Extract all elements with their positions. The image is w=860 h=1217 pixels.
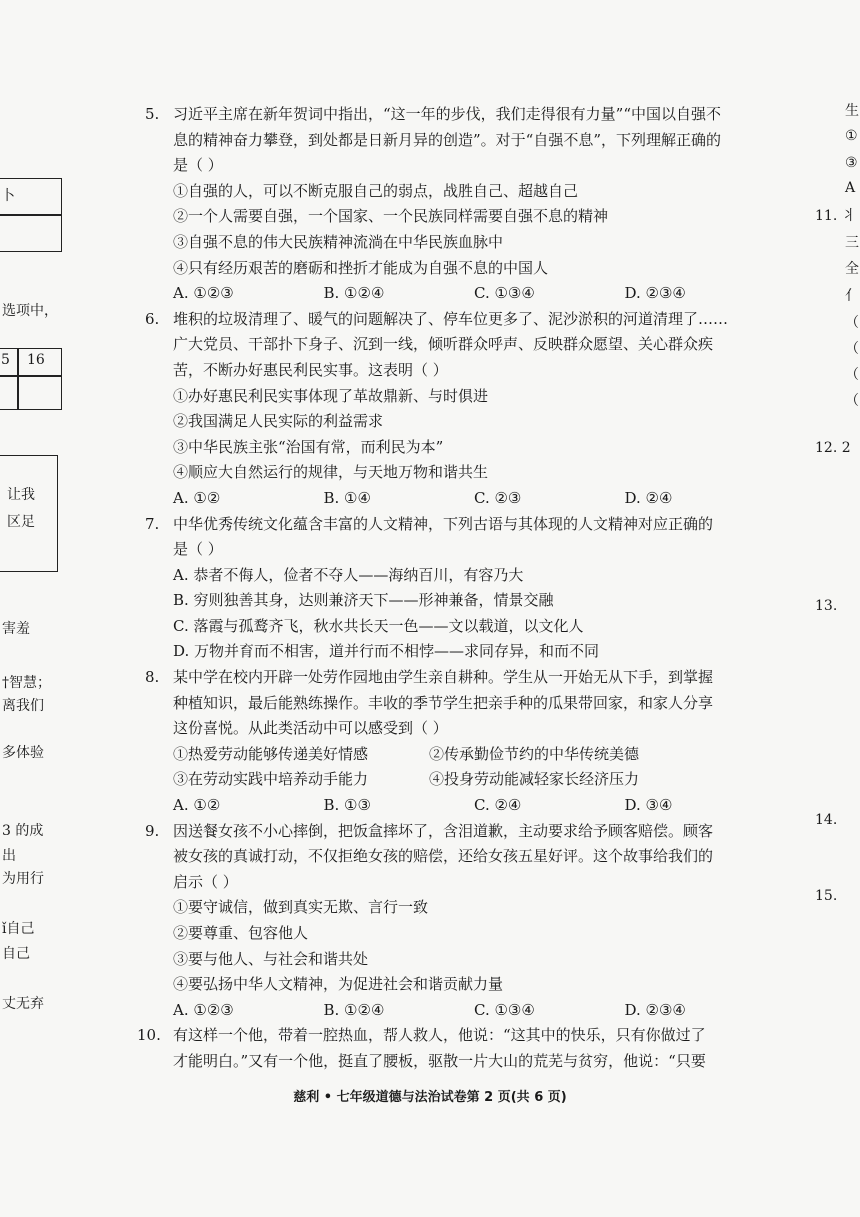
fragment-text: 丈无弃 [2, 996, 44, 1012]
questions-column [137, 102, 775, 1075]
statement: ②传承勤俭节约的中华传统美德 [429, 744, 640, 763]
fragment-text: 11. 丬 [815, 208, 856, 224]
fragment-text: （ [845, 315, 859, 331]
fragment-text: 离我们 [2, 698, 44, 714]
fragment-text: 亻 [845, 288, 859, 304]
option-d: D. ③④ [624, 796, 673, 815]
fragment-text: 自己 [2, 946, 30, 962]
page-footer: 慈利 • 七年级道德与法治试卷第 2 页(共 6 页) [293, 1090, 567, 1105]
question-number: 5. [145, 105, 160, 123]
statement-row [173, 742, 775, 768]
fragment-text: （ [845, 341, 859, 357]
option-c: C. ②③ [474, 488, 522, 507]
option-a: A. ①② [173, 488, 221, 507]
answer-options [173, 998, 775, 1024]
question-stem: 启示（ ） [173, 872, 238, 891]
question-stem: 被女孩的真诚打动，不仅拒绝女孩的赔偿，还给女孩五星好评。这个故事给我们的 [173, 847, 714, 866]
fragment-text: 14. [815, 812, 838, 828]
statement-row [173, 767, 775, 793]
fragment-text: 多体验 [2, 745, 44, 761]
question-stem: 息的精神奋力攀登，到处都是日新月异的创造”。对于“自强不息”，下列理解正确的 [173, 130, 722, 149]
statement: ②一个人需要自强，一个国家、一个民族同样需要自强不息的精神 [173, 207, 609, 226]
fragment-text: 12. 2 [815, 440, 851, 456]
statement: ④要弘扬中华人文精神，为促进社会和谐贡献力量 [173, 975, 504, 994]
option-b: B. 穷则独善其身，达则兼济天下——形神兼备，情景交融 [173, 591, 554, 610]
option-d: D. ②③④ [624, 1000, 686, 1019]
question-stem: 因送餐女孩不小心摔倒，把饭盒摔坏了，含泪道歉，主动要求给予顾客赔偿。顾客 [173, 821, 714, 840]
option-a: A. ①②③ [173, 284, 234, 303]
grid-cell: 5 [1, 352, 10, 368]
option-c: C. 落霞与孤鹜齐飞，秋水共长天一色——文以载道，以文化人 [173, 616, 584, 635]
option-d: D. 万物并育而不相害，道并行而不相悖——求同存异，和而不同 [173, 642, 600, 661]
statement: ④顺应大自然运行的规律，与天地万物和谐共生 [173, 463, 489, 482]
score-box-top [0, 178, 62, 252]
answer-options [173, 486, 775, 512]
grid-cell: 16 [27, 352, 45, 368]
statement: ①要守诚信，做到真实无欺、言行一致 [173, 898, 429, 917]
option-a: A. ①② [173, 796, 221, 815]
question-stem: 种植知识，最后能熟练操作。丰收的季节学生把亲手种的瓜果带回家，和家人分享 [173, 693, 714, 712]
question-stem: 广大党员、干部扑下身子、沉到一线，倾听群众呼声、反映群众愿望、关心群众疾 [173, 335, 714, 354]
option-d: D. ②③④ [624, 284, 686, 303]
option-b: B. ①②④ [323, 284, 385, 303]
fragment-text: 选项中， [2, 303, 58, 319]
fragment-text: ③ [845, 155, 858, 171]
statement: ③自强不息的伟大民族精神流淌在中华民族血脉中 [173, 232, 504, 251]
answer-options [173, 281, 775, 307]
fragment-text: 15. [815, 888, 838, 904]
fragment-text: 三 [845, 235, 859, 251]
fragment-text: 卜 [1, 188, 15, 204]
question-number: 9. [145, 821, 160, 840]
answer-options [173, 793, 775, 819]
fragment-text: A [845, 180, 856, 196]
statement: ①自强的人，可以不断克服自己的弱点，战胜自己、超越自己 [173, 181, 579, 200]
question-number: 7. [145, 514, 160, 533]
question-stem: 习近平主席在新年贺词中指出，“这一年的步伐，我们走得很有力量”“中国以自强不 [173, 105, 722, 123]
question-stem: 苦，不断办好惠民利民实事。这表明（ ） [173, 360, 448, 379]
statement: ③要与他人、与社会和谐共处 [173, 949, 369, 968]
option-c: C. ②④ [474, 796, 522, 815]
statement: ③中华民族主张“治国有常，而利民为本” [173, 437, 444, 456]
option-c: C. ①③④ [474, 284, 535, 303]
question-stem: 堆积的垃圾清理了、暖气的问题解决了、停车位更多了、泥沙淤积的河道清理了…… [173, 309, 729, 328]
fragment-text: 全 [845, 261, 859, 277]
answer-box-fragment [0, 455, 58, 572]
fragment-text: （ [845, 393, 859, 409]
fragment-text: 生 [845, 103, 859, 119]
question-number: 6. [145, 309, 160, 328]
option-b: B. ①④ [323, 488, 371, 507]
question-10 [137, 1023, 775, 1074]
statement: ①办好惠民利民实事体现了革故鼎新、与时俱进 [173, 386, 489, 405]
option-c: C. ①③④ [474, 1000, 535, 1019]
option-a: A. 恭者不侮人，俭者不夺人——海纳百川，有容乃大 [173, 565, 524, 584]
score-grid-fragment [0, 348, 62, 410]
statement: ①热爱劳动能够传递美好情感 [173, 744, 369, 763]
fragment-text: 为用行 [2, 871, 44, 887]
statement: ④投身劳动能减轻家长经济压力 [429, 770, 640, 789]
question-stem: 这份喜悦。从此类活动中可以感受到（ ） [173, 719, 448, 738]
option-a: A. ①②③ [173, 1000, 234, 1019]
option-d: D. ②④ [624, 488, 673, 507]
fragment-text: ① [845, 128, 858, 144]
question-stem: 是（ ） [173, 156, 223, 175]
fragment-text: †智慧； [2, 675, 51, 691]
left-page-fragment [0, 0, 75, 1217]
question-stem: 是（ ） [173, 540, 223, 559]
option-b: B. ①②④ [323, 1000, 385, 1019]
option-b: B. ①③ [323, 796, 371, 815]
question-5 [145, 102, 775, 307]
question-stem: 才能明白。”又有一个他，挺直了腰板，驱散一片大山的荒芜与贫穷，他说：“只要 [173, 1051, 706, 1070]
statement: ③在劳动实践中培养动手能力 [173, 770, 369, 789]
question-number: 8. [145, 668, 160, 687]
fragment-text: 让我 [7, 487, 35, 503]
fragment-text: （ [845, 367, 859, 383]
question-stem: 某中学在校内开辟一处劳作园地由学生亲自耕种。学生从一开始无从下手，到掌握 [173, 668, 714, 687]
question-7 [145, 512, 775, 666]
fragment-text: 害羞 [2, 621, 30, 637]
question-6 [145, 307, 775, 512]
statement: ④只有经历艰苦的磨砺和挫折才能成为自强不息的中国人 [173, 258, 549, 277]
question-stem: 中华优秀传统文化蕴含丰富的人文精神，下列古语与其体现的人文精神对应正确的 [173, 514, 714, 533]
fragment-text: 区足 [7, 514, 35, 530]
fragment-text: 13. [815, 598, 838, 614]
question-8 [145, 665, 775, 819]
statement: ②我国满足人民实际的利益需求 [173, 412, 384, 431]
question-stem: 有这样一个他，带着一腔热血，帮人救人，他说：“这其中的快乐，只有你做过了 [173, 1026, 706, 1045]
right-page-fragment [815, 0, 860, 1217]
question-9 [145, 819, 775, 1024]
fragment-text: 出 [2, 848, 16, 864]
statement: ②要尊重、包容他人 [173, 924, 309, 942]
question-number: 10. [137, 1026, 161, 1045]
fragment-text: ǐ自己 [2, 921, 35, 937]
fragment-text: 3 的成 [2, 823, 44, 839]
